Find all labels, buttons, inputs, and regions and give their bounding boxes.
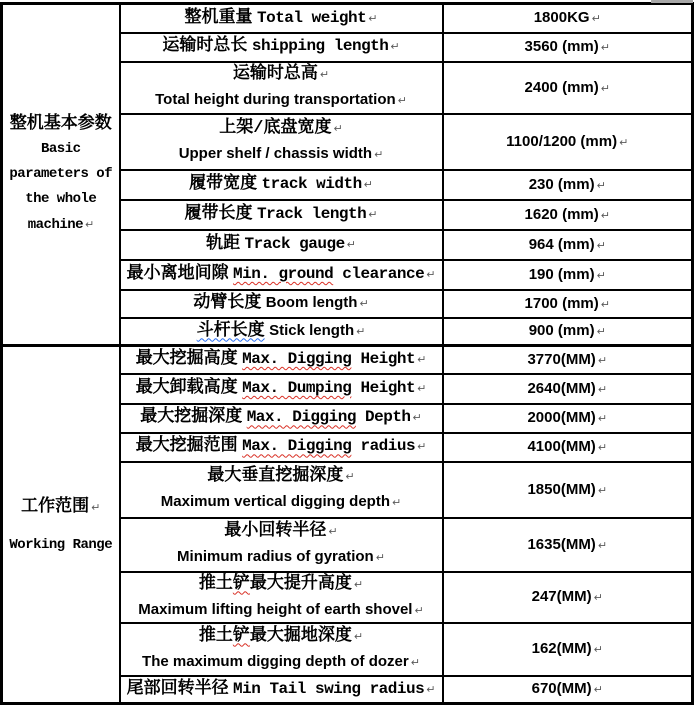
two-line-label bbox=[123, 63, 440, 112]
label-en: Upper shelf / chassis width bbox=[178, 145, 373, 162]
label-zh: 推土 bbox=[198, 626, 233, 646]
paragraph-mark: ↵ bbox=[426, 267, 436, 281]
paragraph-mark: ↵ bbox=[417, 381, 427, 395]
paragraph-mark: ↵ bbox=[319, 68, 330, 81]
label-en: Total height during transportation bbox=[155, 91, 396, 108]
paragraph-mark: ↵ bbox=[600, 81, 610, 95]
label-line-en bbox=[179, 143, 384, 166]
paragraph-mark: ↵ bbox=[375, 551, 385, 564]
paragraph-mark: ↵ bbox=[591, 12, 601, 26]
label-en: Minimum radius of gyration bbox=[177, 548, 374, 565]
paragraph-mark: ↵ bbox=[363, 177, 373, 191]
two-line-label bbox=[123, 520, 440, 569]
paragraph-mark: ↵ bbox=[414, 603, 424, 617]
param-name-cell bbox=[120, 62, 443, 114]
label-en: Min Tail swing radius bbox=[233, 679, 425, 698]
param-name-cell bbox=[120, 518, 443, 572]
label-en-misspelled: Min. ground bbox=[233, 264, 334, 283]
paragraph-mark: ↵ bbox=[391, 496, 402, 509]
category-text bbox=[5, 112, 117, 238]
value-text: 2000(MM) bbox=[527, 409, 596, 426]
paragraph-mark: ↵ bbox=[600, 41, 610, 54]
paragraph-mark: ↵ bbox=[593, 683, 603, 697]
value-text: 1700 (mm) bbox=[524, 294, 599, 312]
paragraph-mark: ↵ bbox=[596, 268, 606, 282]
param-name-cell bbox=[120, 318, 443, 346]
table-row bbox=[2, 346, 693, 374]
param-name-cell bbox=[120, 346, 443, 374]
paragraph-mark: ↵ bbox=[356, 324, 366, 338]
spec-table bbox=[0, 2, 694, 705]
two-line-label bbox=[123, 465, 440, 514]
label-zh: 最小离地间隙 bbox=[126, 264, 229, 284]
label-line-en bbox=[177, 546, 385, 569]
value-text: 670(MM) bbox=[531, 680, 592, 698]
paragraph-mark: ↵ bbox=[412, 411, 422, 425]
category-en-text: machine bbox=[27, 216, 84, 233]
label-zh: 推土 bbox=[198, 574, 233, 594]
paragraph-mark: ↵ bbox=[85, 217, 94, 231]
paragraph-mark: ↵ bbox=[410, 655, 420, 669]
category-zh: 工作范围 bbox=[21, 498, 90, 517]
two-line-label bbox=[123, 573, 440, 622]
label-en: Track gauge bbox=[244, 234, 345, 253]
paragraph-mark: ↵ bbox=[346, 237, 356, 251]
value-text: 230 (mm) bbox=[528, 175, 595, 193]
paragraph-mark: ↵ bbox=[359, 296, 369, 310]
two-line-label bbox=[123, 625, 440, 674]
label-zh: 最大卸载高度 bbox=[135, 378, 238, 398]
label-zh: 动臂长度 bbox=[193, 293, 262, 313]
param-value-cell bbox=[443, 114, 693, 170]
category-en-line: parameters of bbox=[9, 165, 113, 182]
param-value-cell bbox=[443, 4, 693, 33]
param-name-cell bbox=[120, 374, 443, 404]
label-line-zh bbox=[233, 63, 329, 86]
value-text: 190 (mm) bbox=[528, 265, 595, 283]
label-zh: 最大提升高度 bbox=[249, 574, 352, 594]
label-zh-misspelled: 铲 bbox=[232, 626, 250, 646]
paragraph-mark: ↵ bbox=[345, 470, 355, 483]
value-text: 1800KG bbox=[533, 9, 590, 27]
param-name-cell bbox=[120, 290, 443, 318]
value-text: 964 (mm) bbox=[528, 235, 595, 253]
label-en: Height bbox=[351, 378, 416, 397]
value-text: 3560 (mm) bbox=[524, 38, 599, 55]
two-line-label bbox=[123, 117, 440, 166]
param-name-cell bbox=[120, 230, 443, 260]
value-text: 1850(MM) bbox=[527, 480, 596, 498]
label-en: shipping length bbox=[251, 37, 389, 56]
label-zh: 最大掘地深度 bbox=[249, 626, 352, 646]
category-en: Working Range bbox=[9, 537, 113, 553]
label-en: Maximum vertical digging depth bbox=[160, 493, 390, 510]
param-name-cell bbox=[120, 462, 443, 518]
paragraph-mark: ↵ bbox=[593, 591, 603, 604]
paragraph-mark: ↵ bbox=[328, 525, 338, 538]
label-en-misspelled: Max. Digging bbox=[242, 437, 352, 456]
paragraph-mark: ↵ bbox=[596, 238, 606, 252]
param-value-cell bbox=[443, 404, 693, 433]
label-zh-misspelled: 铲 bbox=[232, 574, 250, 594]
label-en: radius bbox=[351, 437, 416, 456]
label-en: Stick length bbox=[269, 321, 355, 339]
label-zh: 运输时总长 bbox=[162, 37, 248, 57]
value-text: 900 (mm) bbox=[528, 322, 595, 340]
label-line-en bbox=[161, 491, 401, 514]
label-line-zh bbox=[207, 465, 354, 488]
value-text: 247(MM) bbox=[531, 588, 592, 605]
param-value-cell bbox=[443, 462, 693, 518]
paragraph-mark: ↵ bbox=[597, 538, 608, 552]
paragraph-mark: ↵ bbox=[596, 178, 606, 192]
paragraph-mark: ↵ bbox=[368, 11, 378, 25]
table-row bbox=[2, 4, 693, 33]
param-value-cell bbox=[443, 572, 693, 623]
label-en: Track length bbox=[257, 204, 367, 223]
paragraph-mark: ↵ bbox=[353, 629, 364, 643]
label-line-zh bbox=[199, 625, 363, 648]
paragraph-mark: ↵ bbox=[600, 208, 610, 222]
paragraph-mark: ↵ bbox=[596, 325, 606, 339]
value-text: 1620 (mm) bbox=[524, 205, 599, 223]
label-zh: 整机重量 bbox=[184, 8, 253, 28]
label-en-misspelled: Max. Dumping bbox=[242, 378, 352, 397]
param-name-cell bbox=[120, 114, 443, 170]
param-name-cell bbox=[120, 33, 443, 62]
paragraph-mark: ↵ bbox=[597, 483, 608, 497]
category-cell-working-range bbox=[2, 346, 120, 704]
param-value-cell bbox=[443, 33, 693, 62]
param-value-cell bbox=[443, 346, 693, 374]
value-text: 1100/1200 (mm) bbox=[506, 132, 618, 150]
param-value-cell bbox=[443, 170, 693, 200]
label-en: Boom length bbox=[265, 293, 358, 311]
paragraph-mark: ↵ bbox=[426, 682, 436, 696]
paragraph-mark: ↵ bbox=[619, 135, 629, 149]
label-line-en bbox=[142, 651, 420, 674]
category-text bbox=[5, 491, 117, 558]
param-name-cell bbox=[120, 433, 443, 462]
paragraph-mark: ↵ bbox=[417, 440, 427, 454]
label-zh: 履带长度 bbox=[184, 204, 253, 224]
paragraph-mark: ↵ bbox=[91, 501, 101, 514]
label-en: clearance bbox=[333, 264, 425, 283]
paragraph-mark: ↵ bbox=[597, 382, 608, 396]
paragraph-mark: ↵ bbox=[353, 577, 364, 591]
value-text: 2400 (mm) bbox=[524, 78, 599, 96]
window-edge-artifact bbox=[651, 0, 693, 3]
paragraph-mark: ↵ bbox=[600, 297, 610, 311]
paragraph-mark: ↵ bbox=[368, 207, 378, 221]
param-name-cell bbox=[120, 404, 443, 433]
paragraph-mark: ↵ bbox=[597, 412, 608, 425]
param-value-cell bbox=[443, 290, 693, 318]
param-value-cell bbox=[443, 200, 693, 230]
label-zh: 尾部回转半径 bbox=[126, 679, 229, 699]
category-zh: 整机基本参数 bbox=[9, 114, 112, 134]
paragraph-mark: ↵ bbox=[593, 643, 603, 656]
param-value-cell bbox=[443, 230, 693, 260]
value-text: 162(MM) bbox=[531, 640, 592, 657]
paragraph-mark: ↵ bbox=[374, 148, 384, 161]
value-text: 3770(MM) bbox=[527, 350, 596, 368]
label-en: Height bbox=[351, 350, 416, 369]
param-value-cell bbox=[443, 318, 693, 346]
label-zh: 轨距 bbox=[206, 234, 241, 254]
label-zh: 上架/底盘宽度 bbox=[219, 119, 332, 138]
param-name-cell bbox=[120, 676, 443, 704]
param-value-cell bbox=[443, 623, 693, 676]
label-zh: 最大挖掘深度 bbox=[140, 408, 243, 428]
param-name-cell bbox=[120, 623, 443, 676]
label-zh: 履带宽度 bbox=[189, 174, 258, 194]
label-zh: 最大挖掘高度 bbox=[135, 350, 238, 370]
param-value-cell bbox=[443, 374, 693, 404]
param-value-cell bbox=[443, 433, 693, 462]
label-line-en bbox=[138, 599, 423, 622]
value-text: 1635(MM) bbox=[527, 535, 596, 553]
label-en-misspelled: Max. Digging bbox=[242, 350, 352, 369]
paragraph-mark: ↵ bbox=[597, 441, 608, 454]
paragraph-mark: ↵ bbox=[333, 122, 343, 135]
value-text: 4100(MM) bbox=[527, 438, 596, 455]
label-en: track width bbox=[261, 174, 362, 193]
param-name-cell bbox=[120, 200, 443, 230]
category-zh-line bbox=[5, 491, 117, 517]
param-name-cell bbox=[120, 260, 443, 290]
category-en-line: Basic bbox=[40, 140, 81, 157]
paragraph-mark: ↵ bbox=[597, 353, 608, 367]
param-name-cell bbox=[120, 4, 443, 33]
label-zh: 运输时总高 bbox=[232, 65, 318, 84]
param-value-cell bbox=[443, 260, 693, 290]
label-en: Total weight bbox=[257, 8, 367, 27]
category-en-line: the whole bbox=[25, 190, 97, 207]
label-zh: 最大垂直挖掘深度 bbox=[207, 467, 344, 486]
label-line-zh bbox=[224, 520, 337, 543]
category-cell-basic-parameters bbox=[2, 4, 120, 346]
param-value-cell bbox=[443, 676, 693, 704]
param-value-cell bbox=[443, 518, 693, 572]
value-text: 2640(MM) bbox=[527, 379, 596, 397]
label-zh: 最小回转半径 bbox=[224, 522, 327, 541]
label-en-misspelled: Max. Digging bbox=[246, 408, 356, 427]
label-line-en bbox=[155, 89, 407, 112]
label-zh-misspelled: 斗杆长度 bbox=[196, 321, 265, 341]
param-name-cell bbox=[120, 170, 443, 200]
label-zh: 最大挖掘范围 bbox=[135, 437, 238, 457]
paragraph-mark: ↵ bbox=[397, 94, 407, 107]
label-line-zh bbox=[219, 117, 342, 140]
label-en: The maximum digging depth of dozer bbox=[142, 652, 409, 670]
label-en: Depth bbox=[355, 408, 411, 427]
param-name-cell bbox=[120, 572, 443, 623]
category-en-line bbox=[5, 212, 117, 238]
label-line-zh bbox=[199, 573, 363, 596]
label-en: Maximum lifting height of earth shovel bbox=[138, 600, 413, 618]
paragraph-mark: ↵ bbox=[390, 40, 400, 54]
param-value-cell bbox=[443, 62, 693, 114]
paragraph-mark: ↵ bbox=[417, 353, 427, 367]
